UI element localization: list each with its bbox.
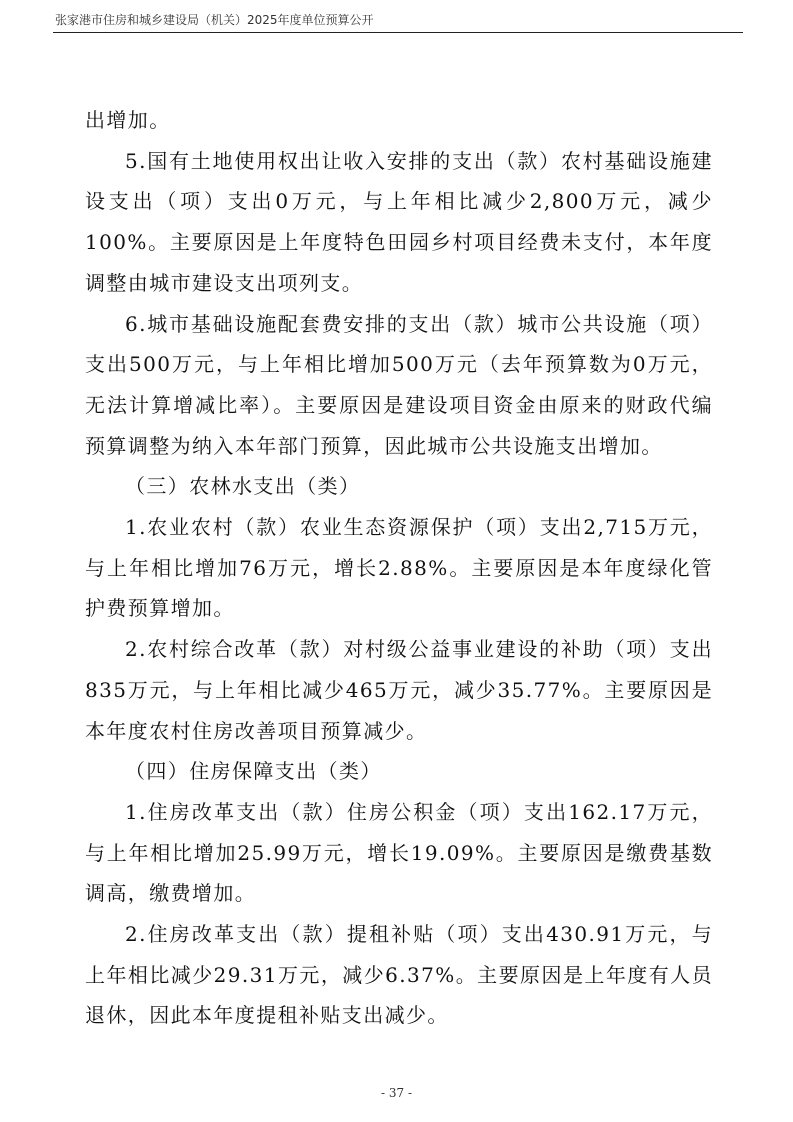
section-heading-agriculture: （三）农林水支出（类） xyxy=(125,474,361,499)
paragraph-housing-2: 2.住房改革支出（款）提租补贴（项）支出430.91万元，与上年相比减少29.31万元，减少6.37%。主要原因是上年度有人员退休，因此本年度提租补贴支出减少。 xyxy=(85,922,713,1028)
document-body xyxy=(85,100,713,1036)
paragraph-agriculture-1: 1.农业农村（款）农业生态资源保护（项）支出2,715万元，与上年相比增加76万元，增长2.88%。主要原因是本年度绿化管护费预算增加。 xyxy=(85,515,713,621)
paragraph-housing-1: 1.住房改革支出（款）住房公积金（项）支出162.17万元，与上年相比增加25.99万元，增长19.09%。主要原因是缴费基数调高，缴费增加。 xyxy=(85,799,713,906)
paragraph-continuation: 出增加。 xyxy=(85,108,171,132)
paragraph-item-6: 6.城市基础设施配套费安排的支出（款）城市公共设施（项）支出500万元，与上年相比增加500万元（去年预算数为0万元，无法计算增减比率）。主要原因是建设项目资金由原来的财政代编预算调整为纳入本年部门预算，因此城市公共设施支出增加。 xyxy=(85,311,713,458)
section-heading-housing: （四）住房保障支出（类） xyxy=(125,759,382,784)
page-number: - 37 - xyxy=(380,1086,412,1100)
header-title: 张家港市住房和城乡建设局（机关）2025年度单位预算公开 xyxy=(55,13,374,27)
page-header xyxy=(53,10,743,33)
paragraph-item-5: 5.国有土地使用权出让收入安排的支出（款）农村基础设施建设支出（项）支出0万元，与上年相比减少2,800万元，减少100%。主要原因是上年度特色田园乡村项目经费未支付，本年度调整由城市建设支出项列支。 xyxy=(85,148,713,295)
paragraph-agriculture-2: 2.农村综合改革（款）对村级公益事业建设的补助（项）支出835万元，与上年相比减少465万元，减少35.77%。主要原因是本年度农村住房改善项目预算减少。 xyxy=(85,637,713,743)
